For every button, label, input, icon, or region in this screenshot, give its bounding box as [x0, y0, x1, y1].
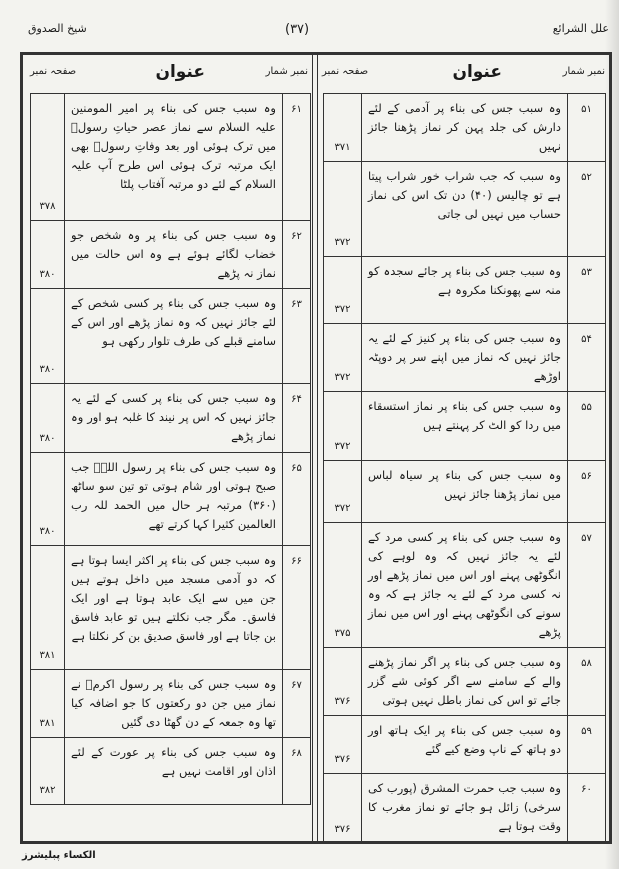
serial-number-cell: ۶۸ — [291, 748, 302, 759]
topic-title-cell: وہ سبب جس کی بناء پر اکثر ایسا ہوتا ہے کہ دو آدمی مسجد میں داخل ہوتے ہیں جن میں سے ایک عابد ہوتا ہے اور ایک فاسق۔ مگر جب نکلتے ہیں تو عابد فاسق بن جاتا ہے اور فاسق صدیق بن کر نکلتا ہے — [64, 546, 283, 669]
page-number-cell: ۳۸۲ — [39, 785, 56, 796]
book-title: علل الشرائع — [552, 22, 609, 35]
topic-title-cell: وہ سبب کہ جب شراب خور شراب پیتا ہے تو چالیس (۴۰) دن تک اس کی نماز حساب میں نہیں لی جاتی — [361, 162, 568, 256]
topic-title-cell: وہ سبب جب حمرت المشرق (پورب کی سرخی) زائل ہو جائے تو نماز مغرب کا وقت ہوتا ہے — [361, 774, 568, 843]
table-row — [31, 738, 310, 804]
serial-number-cell: ۵۶ — [581, 471, 592, 482]
right-contents-table — [323, 93, 606, 844]
topic-title-cell: وہ سبب جس کی بناء پر وہ شخص جو خضاب لگائے ہوئے ہے وہ اس حالت میں نماز نہ پڑھے — [64, 221, 283, 288]
table-row — [324, 461, 605, 523]
serial-number-cell: ۶۰ — [581, 784, 592, 795]
table-row — [324, 94, 605, 162]
table-row — [324, 392, 605, 461]
page-number-cell: ۳۷۲ — [334, 237, 351, 248]
serial-number-cell: ۵۳ — [581, 267, 592, 278]
topic-title-cell: وہ سبب جس کی بناء پر کسی شخص کے لئے جائز نہیں کہ وہ نماز پڑھے اور اس کے سامنے قبلے کی طرف تلوار رکھی ہو — [64, 289, 283, 383]
page-number-cell: ۳۷۵ — [334, 628, 351, 639]
table-row — [324, 648, 605, 716]
topic-title-cell: وہ سبب جس کی بناء پر سیاہ لباس میں نماز پڑھنا جائز نہیں — [361, 461, 568, 522]
topic-title-cell: وہ سبب جس کی بناء پر رسول اکرمؐ نے نماز میں جن دو رکعتوں کا جو اضافہ کیا تھا وہ جمعہ کے دن گھٹا دی گئیں — [64, 670, 283, 737]
header-page: صفحہ نمبر — [30, 66, 77, 77]
table-row — [324, 523, 605, 648]
table-row — [31, 453, 310, 546]
serial-number-cell: ۵۷ — [581, 533, 592, 544]
serial-number-cell: ۶۳ — [291, 299, 302, 310]
page-number-cell: ۳۷۲ — [334, 503, 351, 514]
author-name: شیخ الصدوق — [28, 22, 87, 35]
page-number-cell: ۳۷۶ — [334, 696, 351, 707]
serial-number-cell: ۵۵ — [581, 402, 592, 413]
header-page: صفحہ نمبر — [322, 66, 369, 77]
column-divider — [312, 52, 318, 844]
serial-number-cell: ۶۷ — [291, 680, 302, 691]
topic-title-cell: وہ سبب جس کی بناء پر اگر نماز پڑھنے والے کے سامنے سے اگر کوئی شے گزر جائے تو اس کی نماز باطل نہیں ہوتی — [361, 648, 568, 715]
page-number-cell: ۳۷۲ — [334, 372, 351, 383]
page-number-cell: ۳۸۰ — [39, 364, 56, 375]
page-number-cell: ۳۸۱ — [39, 718, 56, 729]
topic-title-cell: وہ سبب جس کی بناء پر کسی کے لئے یہ جائز نہیں کہ اس پر نیند کا غلبہ ہو اور وہ نماز پڑھے — [64, 384, 283, 452]
serial-number-cell: ۵۲ — [581, 172, 592, 183]
serial-number-cell: ۶۴ — [291, 394, 302, 405]
right-column-header — [322, 60, 607, 90]
page-number-cell: ۳۸۰ — [39, 433, 56, 444]
topic-title-cell: وہ سبب جس کی بناء پر ایک ہاتھ اور دو ہاتھ کے ناپ وضع کیے گئے — [361, 716, 568, 773]
serial-number-cell: ۵۸ — [581, 658, 592, 669]
topic-title-cell: وہ سبب جس کی بناء پر کسی مرد کے لئے یہ جائز نہیں کہ وہ لوہے کی انگوٹھی پہنے اور اس میں نماز پڑھے اور نہ کسی مرد کے لئے یہ جائز ہے کہ وہ سونے کی انگوٹھی پہنے اور اس میں نماز پڑھے — [361, 523, 568, 647]
topic-title-cell: وہ سبب جس کی بناء پر امیر المومنین علیہ السلام سے نماز عصر حیاتِ رسولؐ میں ترک ہوئی اور بعد وفاتِ رسولؐ بھی ایک مرتبہ ترک ہوئی اس طرح آپ علیہ السلام کے لئے دو مرتبہ آفتاب پلٹا — [64, 94, 283, 220]
table-row — [31, 289, 310, 384]
topic-title-cell: وہ سبب جس کی بناء پر رسول اللہؐ جب صبح ہوتی اور شام ہوتی تو تین سو ساٹھ (۳۶۰) مرتبہ ہر حال میں الحمد للہ رب العالمین کثیرا کہا کرتے تھے — [64, 453, 283, 545]
table-row — [324, 324, 605, 392]
table-row — [324, 257, 605, 324]
serial-number-cell: ۵۱ — [581, 104, 592, 115]
serial-number-cell: ۵۴ — [581, 334, 592, 345]
page-number: (۳۷) — [285, 22, 310, 37]
serial-number-cell: ۶۲ — [291, 231, 302, 242]
page-number-cell: ۳۷۶ — [334, 754, 351, 765]
page-number-cell: ۳۸۱ — [39, 650, 56, 661]
topic-title-cell: وہ سبب جس کی بناء پر کنیز کے لئے یہ جائز نہیں کہ نماز میں اپنے سر پر دوپٹہ اوڑھے — [361, 324, 568, 391]
table-row — [31, 546, 310, 670]
publisher-name: الکساء پبلیشرز — [22, 850, 96, 861]
header-number: نمبر شمار — [265, 66, 308, 77]
topic-title-cell: وہ سبب جس کی بناء پر آدمی کے لئے دارش کی جلد پہن کر نماز پڑھنا جائز نہیں — [361, 94, 568, 161]
table-row — [324, 774, 605, 843]
table-row — [324, 162, 605, 257]
serial-number-cell: ۶۵ — [291, 463, 302, 474]
table-row — [31, 221, 310, 289]
left-column-header — [30, 60, 310, 90]
table-row — [31, 94, 310, 221]
page-number-cell: ۳۷۶ — [334, 824, 351, 835]
page-number-cell: ۳۸۰ — [39, 269, 56, 280]
left-contents-table — [30, 93, 311, 805]
header-title: عنوان — [155, 62, 205, 82]
table-row — [31, 384, 310, 453]
serial-number-cell: ۶۱ — [291, 104, 302, 115]
serial-number-cell: ۵۹ — [581, 726, 592, 737]
page-number-cell: ۳۷۲ — [334, 441, 351, 452]
page-number-cell: ۳۷۱ — [334, 142, 351, 153]
page-number-cell: ۳۸۰ — [39, 526, 56, 537]
table-row — [324, 716, 605, 774]
table-row — [31, 670, 310, 738]
topic-title-cell: وہ سبب جس کی بناء پر جائے سجدہ کو منہ سے پھونکنا مکروہ ہے — [361, 257, 568, 323]
header-title: عنوان — [452, 62, 502, 82]
page-number-cell: ۳۷۸ — [39, 201, 56, 212]
header-number: نمبر شمار — [562, 66, 605, 77]
topic-title-cell: وہ سبب جس کی بناء پر عورت کے لئے اذان اور اقامت نہیں ہے — [64, 738, 283, 804]
topic-title-cell: وہ سبب جس کی بناء پر نماز استسقاء میں ردا کو الٹ کر پہنتے ہیں — [361, 392, 568, 460]
page-number-cell: ۳۷۲ — [334, 304, 351, 315]
serial-number-cell: ۶۶ — [291, 556, 302, 567]
